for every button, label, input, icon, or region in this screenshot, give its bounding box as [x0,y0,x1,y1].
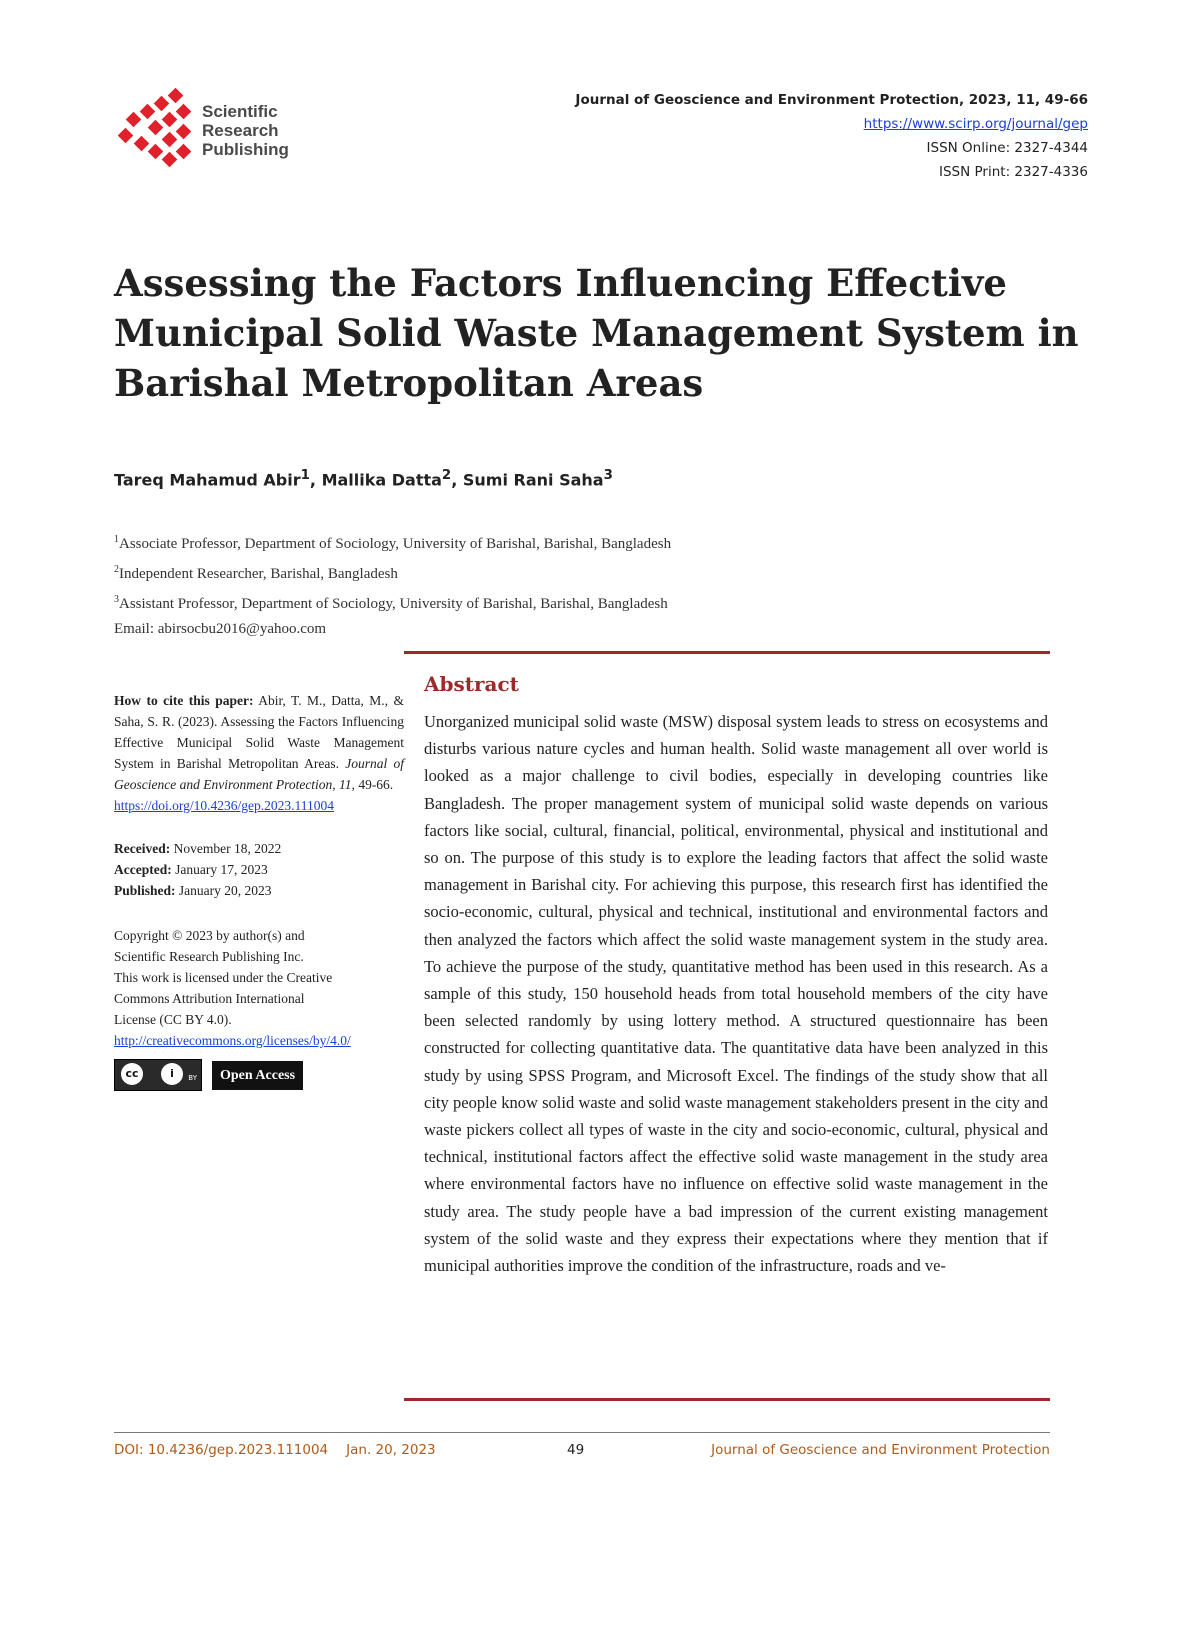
email: Email: abirsocbu2016@yahoo.com [114,621,327,637]
page-footer [114,1442,1050,1462]
abstract-top-rule [404,651,1050,654]
footer-date: Jan. 20, 2023 [346,1442,436,1458]
affiliation-item: $^1$Associate Professor, Department of Sociology, University of Barishal, Barishal, Bangladesh [114,534,672,552]
author-name: Mallika Datta [321,470,442,490]
badges [114,1059,404,1091]
publisher-name: Scientific Research Publishing [202,102,289,159]
issn-print: ISSN Print: 2327-4336 [939,164,1088,180]
diamond-logo-icon [118,86,198,170]
cc-by-badge-icon[interactable]: cc i BY [114,1059,202,1091]
how-to-cite: How to cite this paper: Abir, T. M., Datta, M., & Saha, S. R. (2023). Assessing the Factors Influencing Effective Municipal Solid Waste Management System in Barishal Metropolitan Areas. Journal of Geoscience and Environment Protection, 11, 49-66. https://doi.org/10.4236/gep.2023.111004 [114,693,405,813]
open-access-badge: Open Access [212,1061,303,1090]
journal-info [575,88,1088,184]
author-list: Tareq Mahamud Abir$^1$, Mallika Datta$^2$, Sumi Rani Saha$^3$ [114,468,613,490]
article-dates: Received: November 18, 2022 Accepted: January 17, 2023 Published: January 20, 2023 [114,841,282,898]
page-number: 49 [567,1442,585,1458]
abstract-body: Unorganized municipal solid waste (MSW) disposal system leads to stress on ecosystems and disturbs various nature cycles and human health. Solid waste management all over world is looked as a major challenge to civil bodies, especially in developing countries like Bangladesh. The proper management system of municipal solid waste depends on various factors like social, cultural, financial, political, environmental, physical and institutional and so on. The purpose of this study is to explore the leading factors that affect the solid waste management in Barishal city. For achieving this purpose, this research first has identified the socio-economic, cultural, physical and technical, institutional and environmental factors and then analyzed the factors which affect the solid waste management system in the study area. To achieve the purpose of the study, quantitative method has been used in this research. As a sample of this study, 150 household heads from total household members of the city have been selected randomly by using lottery method. A structured questionnaire has been constructed for collecting quantitative data. The quantitative data have been analyzed in this study by using SPSS Program, and Microsoft Excel. The findings of the study show that all city people know solid waste and solid waste management stakeholders present in the city and waste pickers collect all types of waste in the city and socio-economic, cultural, physical and technical, institutional factors affect the effective solid waste management in the study area where environmental factors have no influence on effective solid waste management in the study area. The study people have a bad impression of the current existing management system of the solid waste and they express their expectations where they mention that if municipal authorities improve the condition of the infrastructure, roads and ve- [424,712,1048,1276]
paper-title: Assessing the Factors Influencing Effective Municipal Solid Waste Management System in Barishal Metropolitan Areas [114,261,1079,405]
footer-doi: DOI: 10.4236/gep.2023.111004 [114,1442,329,1458]
article-sidebar [114,690,404,1091]
author-name: Sumi Rani Saha [462,470,604,490]
journal-url-link[interactable]: https://www.scirp.org/journal/gep [863,116,1088,132]
affiliation-item: $^3$Assistant Professor, Department of Sociology, University of Barishal, Barishal, Bangladesh [114,594,668,612]
affiliations [114,527,671,642]
license-link[interactable]: http://creativecommons.org/licenses/by/4.0/ [114,1033,351,1048]
abstract-bottom-rule [404,1398,1050,1401]
doi-link[interactable]: https://doi.org/10.4236/gep.2023.111004 [114,798,335,813]
footer-rule [114,1432,1050,1433]
copyright-license: Copyright © 2023 by author(s) and Scientific Research Publishing Inc. This work is licensed under the Creative Commons Attribution International License (CC BY 4.0). http://creativecommons.org/licenses/by/4.0/ [114,928,351,1048]
abstract-heading: Abstract [424,672,519,696]
journal-citation: Journal of Geoscience and Environment Protection, 2023, 11, 49-66 [575,92,1088,108]
footer-journal: Journal of Geoscience and Environment Protection [711,1442,1050,1458]
issn-online: ISSN Online: 2327-4344 [926,140,1088,156]
affiliation-item: $^2$Independent Researcher, Barishal, Bangladesh [114,564,398,582]
publisher-logo [118,86,308,176]
author-name: Tareq Mahamud Abir [114,470,301,490]
